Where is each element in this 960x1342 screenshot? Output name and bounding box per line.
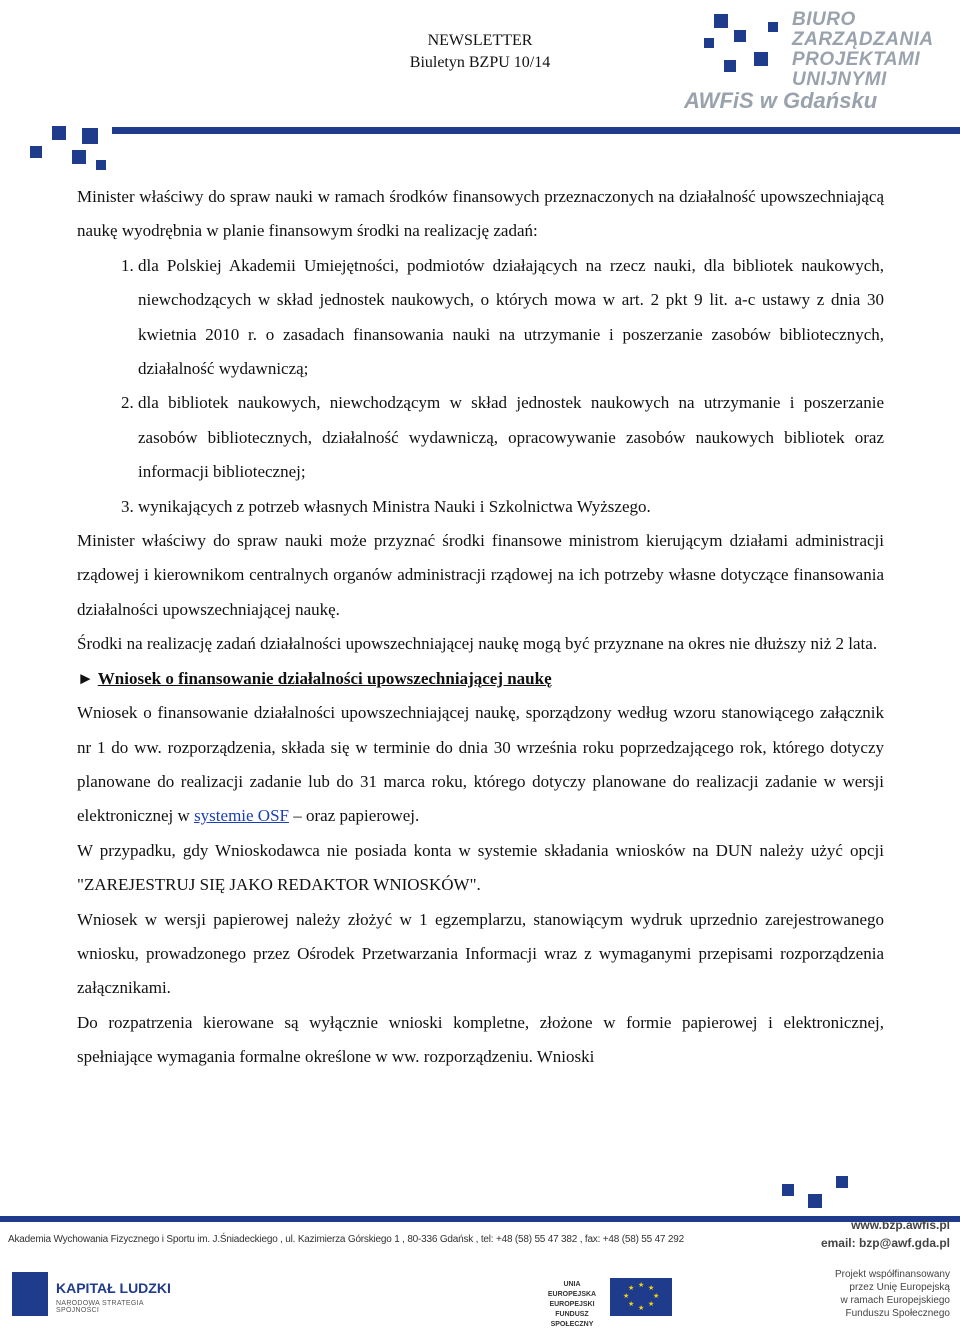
list-item: 1. dla Polskiej Akademii Umiejętności, podmiotów działających na rzecz nauki, dla bibliotek naukowych, niewchodzących w skład jednostek naukowych, o których mowa w art. 2 pkt 9 lit. a-c ustawy z dnia 30 kwietnia 2010 r. o zasadach finansowania nauki na utrzymanie i poszerzanie zasobów bibliotecznych, działalność wydawniczą; <box>138 249 884 387</box>
logo-line-2: ZARZĄDZANIA <box>792 29 934 50</box>
paragraph: W przypadku, gdy Wnioskodawca nie posiada konta w systemie składania wniosków na DUN należy użyć opcji "ZAREJESTRUJ SIĘ JAKO REDAKTOR WNIOSKÓW". <box>77 840 884 895</box>
deco-square <box>82 128 98 144</box>
eu-text-line: FUNDUSZ SPOŁECZNY <box>550 1311 594 1328</box>
paragraph <box>77 696 884 834</box>
kl-name: KAPITAŁ LUDZKI <box>56 1280 171 1296</box>
paragraph: Minister właściwy do spraw nauki może przyznać środki finansowe ministrom kierującym działami administracji rządowej i kierownikom centralnych organów administracji rządowej na ich potrzeby własne dotyczące finansowania działalności upowszechniającej naukę. <box>77 531 884 619</box>
task-list <box>77 249 884 524</box>
logo-square <box>704 38 714 48</box>
kapital-ludzki-logo <box>12 1272 172 1318</box>
website-link[interactable]: www.bzp.awfis.pl <box>851 1218 950 1232</box>
intro-paragraph: Minister właściwy do spraw nauki w ramach środków finansowych przeznaczonych na działalność upowszechniającą naukę wyodrębnia w planie finansowym środki na realizację zadań: <box>77 187 884 241</box>
cofinancing-note <box>820 1268 950 1320</box>
eu-flag-icon: ★ ★ ★ ★ ★ ★ ★ ★ <box>610 1278 672 1316</box>
logo-square <box>714 14 728 28</box>
section-heading <box>77 662 884 696</box>
eu-text-line: UNIA EUROPEJSKA <box>547 1281 597 1298</box>
eu-text <box>540 1280 604 1330</box>
logo-line-3: PROJEKTAMI <box>792 49 921 70</box>
eu-text-line: EUROPEJSKI <box>549 1301 595 1308</box>
logo-line-1: BIURO <box>792 9 856 30</box>
newsletter-header <box>330 30 630 74</box>
deco-square <box>72 150 86 164</box>
arrow-marker-icon: ► <box>77 668 94 688</box>
document-body <box>77 180 884 1075</box>
list-item: 3. wynikających z potrzeb własnych Ministra Nauki i Szkolnictwa Wyższego. <box>138 490 884 524</box>
logo-square <box>734 30 746 42</box>
header-rule <box>112 127 960 134</box>
kl-subtitle: NARODOWA STRATEGIA SPÓJNOŚCI <box>56 1300 144 1314</box>
kl-badge-icon <box>12 1272 48 1316</box>
bzpu-logo <box>684 8 952 118</box>
footer-rule <box>0 1216 960 1222</box>
logo-square <box>724 60 736 72</box>
deco-square <box>96 160 106 170</box>
deco-square <box>30 146 42 158</box>
logo-square <box>754 52 768 66</box>
osf-system-link[interactable]: systemie OSF <box>194 806 289 826</box>
paragraph-text: Wniosek o finansowanie działalności upowszechniającej naukę, sporządzony według wzoru stanowiącego załącznik nr 1 do ww. rozporządzenia, składa się w terminie do dnia 30 września roku poprzedzającego rok, którego dotyczy planowane do realizacji zadanie lub do 31 marca roku, którego dotyczy planowane do realizacji zadanie w wersji elektronicznej w <box>77 703 884 826</box>
paragraph-text: – oraz papierowej. <box>289 806 420 826</box>
deco-square <box>782 1184 794 1196</box>
deco-square <box>836 1176 848 1188</box>
deco-square <box>808 1194 822 1208</box>
list-item: 2. dla bibliotek naukowych, niewchodzącym w skład jednostek naukowych na utrzymanie i poszerzanie zasobów bibliotecznych, działalność wydawniczą, opracowywanie zasobów naukowych bibliotek oraz informacji bibliotecznej; <box>138 386 884 489</box>
footer-address: Akademia Wychowania Fizycznego i Sportu im. J.Śniadeckiego , ul. Kazimierza Górskiego 1 , 80-336 Gdańsk , tel: +48 (58) 55 47 382 , fax: +48 (58) 55 47 292 <box>8 1234 684 1245</box>
footer-contact <box>821 1216 950 1252</box>
logo-square <box>768 22 778 32</box>
section-heading-text: Wniosek o finansowanie działalności upowszechniającej naukę <box>97 668 552 688</box>
cofinancing-line: w ramach Europejskiego <box>840 1295 950 1306</box>
logo-line-4: UNIJNYMI <box>792 69 887 90</box>
paragraph: Środki na realizację zadań działalności upowszechniającej naukę mogą być przyznane na okres nie dłuższy niż 2 lata. <box>77 634 878 654</box>
deco-square <box>52 126 66 140</box>
cofinancing-line: Funduszu Społecznego <box>845 1308 950 1319</box>
paragraph: Wniosek w wersji papierowej należy złożyć w 1 egzemplarzu, stanowiącym wydruk uprzednio zarejestrowanego wniosku, prowadzonego przez Ośrodek Przetwarzania Informacji wraz z wymaganymi przepisami rozporządzenia załącznikami. <box>77 909 884 998</box>
paragraph: Do rozpatrzenia kierowane są wyłącznie wnioski kompletne, złożone w formie papierowej i elektronicznej, spełniające wymagania formalne określone w ww. rozporządzeniu. Wnioski <box>77 1012 884 1067</box>
newsletter-label: NEWSLETTER <box>427 32 533 49</box>
eu-logo <box>540 1278 680 1328</box>
issue-label: Biuletyn BZPU 10/14 <box>409 54 551 71</box>
email-link[interactable]: email: bzp@awf.gda.pl <box>820 1236 950 1250</box>
cofinancing-line: przez Unię Europejską <box>849 1282 950 1293</box>
cofinancing-line: Projekt współfinansowany <box>834 1269 950 1280</box>
logo-line-5: AWFiS w Gdańsku <box>684 88 878 113</box>
